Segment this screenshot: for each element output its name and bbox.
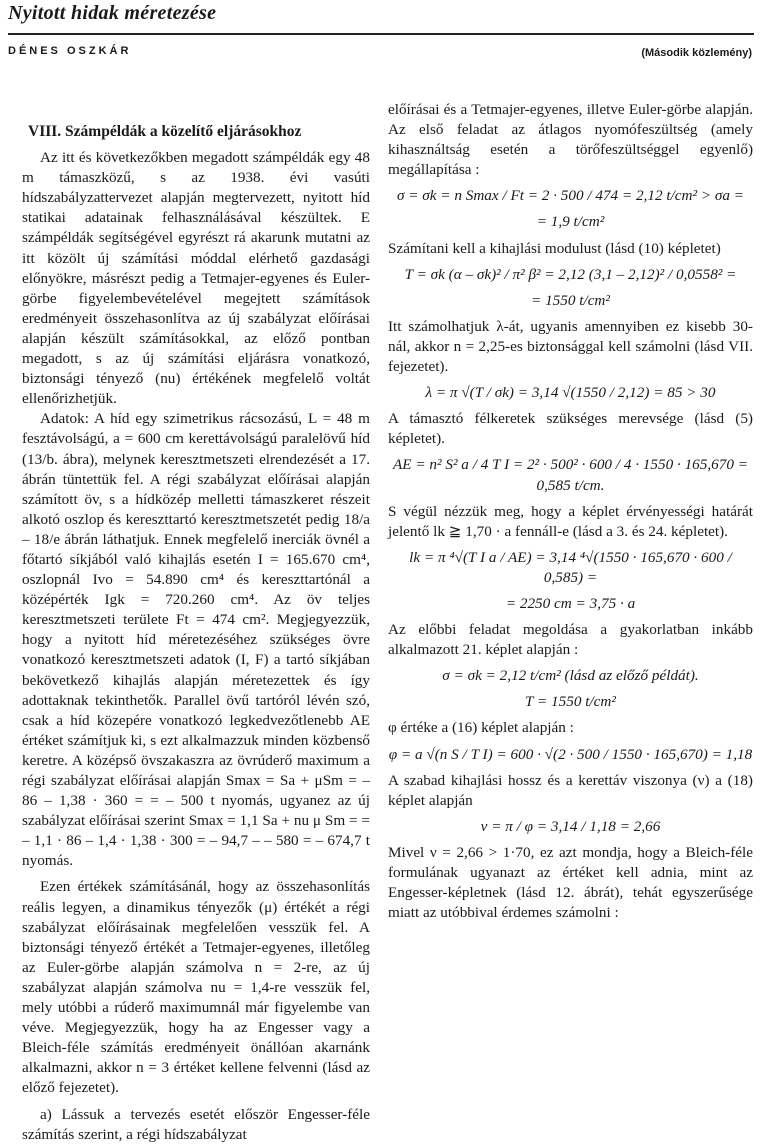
right-column	[388, 100, 753, 923]
article-title: Nyitott hidak méretezése	[8, 2, 217, 24]
equation: φ = a √(n S / T I) = 600 · √(2 · 500 / 1550 · 165,670) = 1,18	[388, 745, 753, 763]
author-name: DÉNES OSZKÁR	[8, 45, 132, 57]
equation: ν = π / φ = 3,14 / 1,18 = 2,66	[480, 817, 661, 835]
paragraph: S végül nézzük meg, hogy a képlet érvényességi határát jelentő lk ≧ 1,70 · a fennáll-e (lásd a 3. és 24. képletet).	[388, 502, 753, 540]
equation: T = 1550 t/cm²	[525, 693, 616, 711]
paragraph: Adatok: A híd egy szimetrikus rácsozású, L = 48 m fesztávolságú, a = 600 cm kerettávolságú paralelövű híd (13/b. ábra), melynek keresztmetszeti elrendezését a 17. ábrán tüntettük fel. A régi szabályzat előírásai alapján számított öv, s a hídközép melletti támaszkeret részeit alkotó oszlop és kereszttartó keresztmetszetét pedig 18/a – 18/e ábrán láthatjuk. Ennek megfelelő inerciák övnél a főtartó síkjából való kihajlás esetén I = 165.670 cm⁴, oszlopnál Ivo = 54.890 cm⁴ és kereszttartónál a középérték Igk = 720.260 cm⁴. Az öv teljes keresztmetszeti területe Ft = 474 cm². Megjegyezzük, hogy a nyitott híd méretezéséhez szükséges övre vonatkozó keresztmetszeti adatok (I, F) a tartó síkjában bekövetkező kihajlás alapján méretezettek és így adottaknak tekinthetők. Parallel övű tartóról lévén szó, csak a híd közepére vonatkozó legkedvezőtlenebb AE értéket számítjuk ki, s ezt alkalmazzuk minden közbenső keretre. A középső övszakaszra az övrúderő maximum a régi szabályzat előírásai alapján Smax = Sa + μSm = – 86 – 1,38 · 360 = = – 500 t nyomás, ugyanez az új szabályzat előírásai szerint Smax = 1,1 Sa + nu μ Sm = = – 1,1 · 86 – 1,4 · 1,38 · 300 = – 94,7 – – 580 = – 674,7 t nyomás.	[22, 410, 370, 870]
paragraph: A támasztó félkeretek szükséges merevsége (lásd (5) képletet).	[388, 410, 753, 448]
paragraph: Számítani kell a kihajlási modulust (lásd (10) képletet)	[388, 239, 721, 257]
section-heading: VIII. Számpéldák a közelítő eljárásokhoz	[28, 123, 302, 140]
equation: σ = σk = 2,12 t/cm² (lásd az előző példát).	[442, 667, 699, 685]
left-column	[22, 100, 370, 1145]
header-rule	[8, 33, 754, 35]
equation: = 1,9 t/cm²	[536, 213, 605, 231]
equation: AE = n² S² a / 4 T I = 2² · 500² · 600 / 4 · 1550 · 165,670 = 0,585 t/cm.	[393, 456, 748, 494]
paragraph: előírásai és a Tetmajer-egyenes, illetve Euler-görbe alapján. Az első feladat az átlagos nyomófeszültség (amely kihasználtság esetén a törőfeszültséggel egyenlő) megállapítása :	[388, 101, 753, 179]
equation: = 1550 t/cm²	[531, 291, 610, 309]
equation: lk = π ⁴√(T I a / AE) = 3,14 ⁴√(1550 · 165,670 · 600 / 0,585) =	[409, 548, 732, 586]
equation: = 2250 cm = 3,75 · a	[505, 594, 636, 612]
equation: σ = σk = n Smax / Ft = 2 · 500 / 474 = 2,12 t/cm² > σa =	[396, 187, 745, 205]
equation: λ = π √(T / σk) = 3,14 √(1550 / 2,12) = 85 > 30	[425, 384, 716, 402]
series-note: (Második közlemény)	[641, 47, 752, 59]
paragraph: Az itt és következőkben megadott számpéldák egy 48 m támaszközű, s az 1938. évi vasúti hídszabályzattervezet alapján megtervezett, nyitott híd statikai adatainak felhasználásával készültek. E számpéldák segítségével egyrészt rá akarunk mutatni az itt közölt új számítási móddal elérhető gazdasági előnyökre, másrészt pedig a Tetmajer-egyenes és Euler-görbe figyelembevételével megejtett számítások eredményeit összehasonlítva az új szabályzat előírásai alapján készült számításokkal, az előző pontban megadott, s az új számítási eljárásra vonatkozó, biztonsági tényező (nu) értékének megfelelő voltát ellenőrizhetjük.	[22, 149, 370, 408]
paragraph: a) Lássuk a tervezés esetét először Engesser-féle számítás szerint, a régi hídszabályzat	[22, 1105, 370, 1143]
paragraph: Az előbbi feladat megoldása a gyakorlatban inkább alkalmazott 21. képlet alapján :	[388, 621, 753, 659]
equation: T = σk (α – σk)² / π² β² = 2,12 (3,1 – 2,12)² / 0,0558² =	[404, 265, 737, 283]
paragraph: Mivel ν = 2,66 > 1·70, ez azt mondja, hogy a Bleich-féle formulának ugyanazt az értéket kell adnia, mint az Engesser-képletnek (lásd 12. ábrát), tehát egyszerűsége miatt az utóbbival érdemes számolni :	[388, 843, 753, 922]
paragraph: Ezen értékek számításánál, hogy az összehasonlítás reális legyen, a dinamikus tényezők (μ) értékét a régi szabályzat előírásainak megfelelően vesszük fel. A biztonsági tényező értékét a Tetmajer-egyenes, illetőleg az Euler-görbe alapján számolva n = 2-re, az új szabályzat alapján számolva nu = 1,4-re vesszük fel, mely utóbbi a rúderő maximumnál már figyelembe van véve. Megjegyezzük, hogy ha az Engesser vagy a Bleich-féle számítás eredményeit önállóan akarnánk alkalmazni, akkor n = 3 értéket kellene felvenni (lásd az előző fejezetet).	[22, 878, 370, 1097]
paragraph: φ értéke a (16) képlet alapján :	[388, 719, 574, 737]
paragraph: Itt számolhatjuk λ-át, ugyanis amennyiben ez kisebb 30-nál, akkor n = 2,25-es biztonsággal kell számolni (lásd VII. fejezetet).	[388, 317, 753, 376]
paragraph: A szabad kihajlási hossz és a kerettáv viszonya (ν) a (18) képlet alapján	[388, 771, 753, 809]
